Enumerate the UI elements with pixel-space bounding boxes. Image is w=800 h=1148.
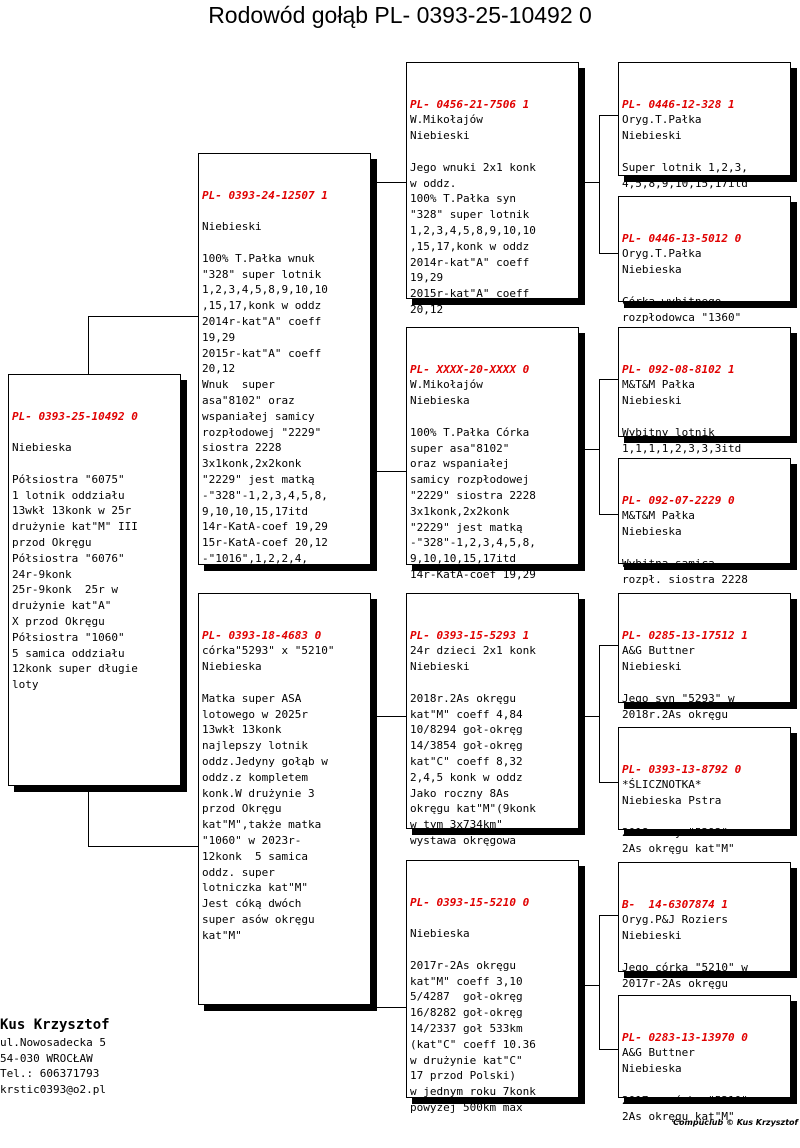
connector-line: [370, 300, 377, 301]
owner-name: Kus Krzysztof: [0, 1017, 110, 1033]
pigeon-card-great-grandparent: [618, 458, 791, 586]
pigeon-card-mother: [198, 593, 371, 1005]
connector-line: [599, 915, 619, 916]
connector-line: [376, 716, 377, 1007]
pigeon-card-father: [198, 153, 371, 565]
owner-phone: Tel.: 606371793: [0, 1067, 100, 1080]
connector-line: [88, 846, 200, 847]
pigeon-description: Niebieski 100% T.Pałka wnuk "328" super lotnik 1,2,3,4,5,8,9,10,10 ,15,17,konk w oddz 2014r-kat"A" coeff 19,29 2015r-kat"A" coeff 20,12 Wnuk super asa"8102" oraz wspaniałej samicy rozpłodowej "2229" siostra 2228 3x1konk,2x2konk "2229" jest matką -"328"-1,2,3,4,5,8, 9,10,10,15,17itd 14r-KatA-coef 19,29 15r-KatA-coef 20,12 -"1016",1,2,2,4,: [202, 220, 328, 565]
connector-line: [88, 316, 200, 317]
ring-number: PL- 0393-15-5210 0: [410, 895, 530, 909]
connector-line: [599, 253, 619, 254]
pigeon-description: Niebieska 2017r-2As okręgu kat"M" coeff 3,10 5/4287 goł-okręg 16/8282 goł-okręg 14/2337 goł 533km (kat"C" coeff 10.36 w drużynie kat"C" 17 przod Polski) w jednym roku 7konk powyżej 500km max: [410, 927, 536, 1114]
ring-number: PL- 0393-25-10492 0: [12, 409, 138, 423]
connector-line: [578, 985, 600, 986]
pigeon-description: córka"5293" x "5210" Niebieska Matka super ASA lotowego w 2025r 13wkł 13konk najlepszy lotnik oddz.Jedyny gołąb w oddz.z kompletem konk.W drużynie 3 przod Okręgu kat"M",także matka "1060" w 2023r- 12konk 5 samica oddz. super lotniczka kat"M" Jest cóką dwóch super asów okręgu kat"M": [202, 644, 335, 942]
connector-line: [88, 316, 89, 376]
owner-city: 54-030 WROCŁAW: [0, 1051, 93, 1065]
connector-line: [376, 182, 377, 471]
pigeon-description: A&G Buttner Niebieska 2017r- córka "5210" 2As okręgu kat"M": [622, 1046, 748, 1123]
pigeon-description: *ŚLICZNOTKA* Niebieska Pstra 2018r- syn"5293" 2As okręgu kat"M": [622, 778, 735, 855]
ring-number: PL- 0393-15-5293 1: [410, 628, 530, 642]
connector-line: [599, 782, 619, 783]
pigeon-description: Niebieska Półsiostra "6075" 1 lotnik oddziału 13wkł 13konk w 25r drużynie kat"M" III przod Okręgu Półsiostra "6076" 24r-9konk 25r-9konk 25r w drużynie kat"A" X przod Okręgu Półsiostra "1060" 5 samica oddziału 12konk super długie loty: [12, 441, 138, 692]
pigeon-description: A&G Buttner Niebieski Jego syn "5293" w 2018r.2As okręgu: [622, 644, 735, 721]
ring-number: PL- XXXX-20-XXXX 0: [410, 362, 530, 376]
pigeon-description: W.Mikołajów Niebieski Jego wnuki 2x1 konk w oddz. 100% T.Pałka syn "328" super lotnik 1,2,3,4,5,8,9,10,10 ,15,17,konk w oddz 2014r-kat"A" coeff 19,29 2015r-kat"A" coeff 20,12: [410, 113, 536, 316]
owner-address: ul.Nowosadecka 5: [0, 1036, 106, 1049]
pigeon-description: Oryg.T.Pałka Niebieska Córka wybitnego rozpłodowca "1360": [622, 247, 742, 324]
pigeon-card-grandparent: [406, 62, 579, 316]
connector-line: [376, 716, 408, 717]
pigeon-card-grandparent: [406, 860, 579, 1114]
connector-line: [599, 514, 619, 515]
connector-line: [599, 379, 619, 380]
ring-number: PL- 0393-18-4683 0: [202, 628, 322, 642]
pigeon-card-great-grandparent: [618, 327, 791, 455]
footer-credit: Compuclub © Kus Krzysztof: [673, 1118, 798, 1127]
pigeon-description: Oryg.T.Pałka Niebieski Super lotnik 1,2,3, 4,5,8,9,10,15,17itd: [622, 113, 748, 190]
connector-line: [376, 182, 408, 183]
ring-number: PL- 0446-13-5012 0: [622, 231, 742, 245]
connector-line: [88, 785, 89, 847]
ring-number: PL- 0285-13-17512 1: [622, 628, 748, 642]
connector-line: [376, 1007, 408, 1008]
pigeon-description: M&T&M Pałka Niebieska Wybitna samica rozpł. siostra 2228: [622, 509, 748, 586]
ring-number: PL- 0446-12-328 1: [622, 97, 735, 111]
pigeon-card-great-grandparent: [618, 727, 791, 855]
pigeon-description: W.Mikołajów Niebieska 100% T.Pałka Córka super asa"8102" oraz wspaniałej samicy rozpłodowej "2229" siostra 2228 3x1konk,2x2konk "2229" jest matką -"328"-1,2,3,4,5,8, 9,10,10,15,17itd 14r-KatA-coef 19,29: [410, 378, 536, 581]
connector-line: [599, 115, 600, 253]
pigeon-card-great-grandparent: [618, 593, 791, 721]
pigeon-description: 24r dzieci 2x1 konk Niebieski 2018r.2As okręgu kat"M" coeff 4,84 10/8294 goł-okręg 14/3854 goł-okręg kat"C" coeff 8,32 2,4,5 konk w oddz Jako roczny 8As okręgu kat"M"(9konk w tym 3x734km" wystawa okręgowa: [410, 644, 536, 847]
connector-line: [376, 471, 408, 472]
connector-line: [578, 449, 600, 450]
pigeon-card-grandparent: [406, 327, 579, 581]
ring-number: PL- 092-07-2229 0: [622, 493, 735, 507]
pigeon-card-great-grandparent: [618, 196, 791, 324]
ring-number: B- 14-6307874 1: [622, 897, 728, 911]
pigeon-card-grandparent: [406, 593, 579, 847]
connector-line: [578, 716, 600, 717]
connector-line: [599, 915, 600, 1049]
ring-number: PL- 0393-24-12507 1: [202, 188, 328, 202]
pedigree-title: Rodowód gołąb PL- 0393-25-10492 0: [208, 2, 592, 28]
connector-line: [578, 182, 600, 183]
pigeon-card-subject: [8, 374, 181, 786]
ring-number: PL- 092-08-8102 1: [622, 362, 735, 376]
connector-line: [599, 115, 619, 116]
pigeon-card-great-grandparent: [618, 62, 791, 190]
connector-line: [599, 379, 600, 514]
connector-line: [599, 645, 600, 782]
owner-email: krstic0393@o2.pl: [0, 1082, 106, 1096]
owner-info: [0, 1015, 110, 1097]
connector-line: [599, 645, 619, 646]
pigeon-card-great-grandparent: [618, 862, 791, 990]
ring-number: PL- 0393-13-8792 0: [622, 762, 742, 776]
ring-number: PL- 0456-21-7506 1: [410, 97, 530, 111]
connector-line: [370, 850, 377, 851]
pigeon-description: M&T&M Pałka Niebieski Wybitny lotnik 1,1,1,1,2,3,3,3itd: [622, 378, 742, 455]
ring-number: PL- 0283-13-13970 0: [622, 1030, 748, 1044]
pigeon-description: Oryg.P&J Roziers Niebieski Jego córka "5210" w 2017r-2As okręgu: [622, 913, 748, 990]
connector-line: [599, 1049, 619, 1050]
